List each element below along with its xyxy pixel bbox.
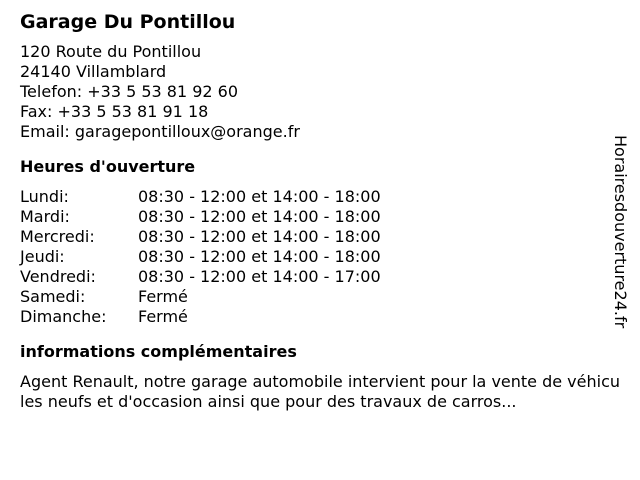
hours-day: Jeudi: bbox=[20, 247, 65, 266]
fax-line: Fax: +33 5 53 81 91 18 bbox=[20, 102, 209, 121]
email-line: Email: garagepontilloux@orange.fr bbox=[20, 122, 300, 141]
hours-day: Mercredi: bbox=[20, 227, 95, 246]
hours-time: 08:30 - 12:00 et 14:00 - 17:00 bbox=[138, 267, 381, 286]
hours-day: Samedi: bbox=[20, 287, 86, 306]
hours-time: 08:30 - 12:00 et 14:00 - 18:00 bbox=[138, 187, 381, 206]
hours-row bbox=[20, 227, 610, 247]
business-name: Garage Du Pontillou bbox=[20, 11, 236, 33]
phone-line: Telefon: +33 5 53 81 92 60 bbox=[20, 82, 239, 101]
hours-time: 08:30 - 12:00 et 14:00 - 18:00 bbox=[138, 207, 381, 226]
hours-row bbox=[20, 287, 610, 307]
hours-day: Vendredi: bbox=[20, 267, 96, 286]
hours-table bbox=[20, 187, 610, 327]
hours-row bbox=[20, 247, 610, 267]
hours-time: Fermé bbox=[138, 307, 188, 326]
hours-time: 08:30 - 12:00 et 14:00 - 18:00 bbox=[138, 227, 381, 246]
hours-row bbox=[20, 307, 610, 327]
hours-row bbox=[20, 267, 610, 287]
hours-row bbox=[20, 187, 610, 207]
contact-block bbox=[20, 42, 610, 142]
hours-day: Mardi: bbox=[20, 207, 70, 226]
hours-time: 08:30 - 12:00 et 14:00 - 18:00 bbox=[138, 247, 381, 266]
address-line-1: 120 Route du Pontillou bbox=[20, 42, 202, 61]
address-line-2: 24140 Villamblard bbox=[20, 62, 167, 81]
hours-time: Fermé bbox=[138, 287, 188, 306]
hours-title: Heures d'ouverture bbox=[20, 157, 196, 176]
hours-day: Dimanche: bbox=[20, 307, 107, 326]
hours-row bbox=[20, 207, 610, 227]
watermark-text: Horairesdouverture24.fr bbox=[611, 135, 630, 329]
hours-day: Lundi: bbox=[20, 187, 69, 206]
info-title: informations complémentaires bbox=[20, 342, 297, 361]
info-description: Agent Renault, notre garage automobile intervient pour la vente de véhicules neufs et d'occasion ainsi que pour des travaux de carros... bbox=[20, 372, 621, 411]
